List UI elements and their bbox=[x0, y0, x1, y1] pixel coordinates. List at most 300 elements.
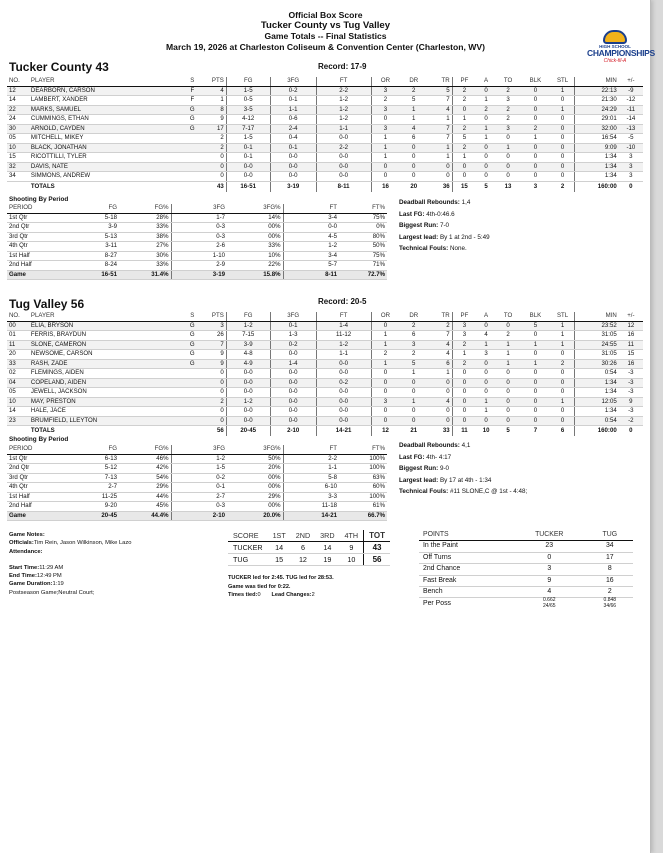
stat-cell: 1-5 bbox=[226, 134, 270, 144]
team2-record: Record: 20-5 bbox=[318, 297, 367, 306]
stat-cell: 0-0 bbox=[270, 388, 316, 398]
half-cell: 2-7 bbox=[171, 492, 227, 502]
stat-cell: 5 bbox=[428, 86, 452, 96]
stat-cell: 0-4 bbox=[270, 134, 316, 144]
column-header: PTS bbox=[202, 312, 226, 321]
column-header: FT bbox=[316, 312, 371, 321]
stat-cell: 0 bbox=[496, 172, 520, 182]
column-header: A bbox=[476, 312, 496, 321]
half-cell: 10% bbox=[227, 251, 283, 261]
stat-cell: 0 bbox=[202, 369, 226, 379]
stat-cell: F bbox=[182, 86, 202, 96]
stat-cell: 8 bbox=[202, 105, 226, 115]
period-header-row bbox=[7, 445, 387, 454]
totals-cell: 7 bbox=[520, 426, 551, 437]
stat-cell: 0 bbox=[551, 153, 575, 163]
stat-cell: 0 bbox=[452, 378, 476, 388]
team1-record: Record: 17-9 bbox=[318, 62, 367, 71]
stat-cell: 1-2 bbox=[316, 105, 371, 115]
player-row bbox=[7, 172, 643, 182]
stat-cell: 1 bbox=[428, 115, 452, 125]
score-cell: 19 bbox=[315, 554, 339, 566]
stat-cell: 9 bbox=[619, 397, 643, 407]
stat-cell: 3 bbox=[476, 350, 496, 360]
column-header: FG% bbox=[119, 445, 171, 454]
totals-row bbox=[7, 426, 643, 437]
stat-cell: 0 bbox=[371, 416, 400, 426]
totals-cell: 160:00 bbox=[575, 181, 619, 192]
per-poss-ratio: 24/65 bbox=[543, 602, 556, 609]
half-cell: 1st Half bbox=[7, 251, 63, 261]
stat-cell: 0-1 bbox=[226, 153, 270, 163]
stat-cell: 1-1 bbox=[316, 124, 371, 134]
column-header: TR bbox=[428, 312, 452, 321]
half-cell: 3-4 bbox=[283, 251, 339, 261]
period-cell: 1-7 bbox=[171, 213, 227, 223]
column-header: A bbox=[476, 77, 496, 86]
stat-cell: 3 bbox=[371, 124, 400, 134]
half-cell: 2nd Half bbox=[7, 502, 63, 512]
stat-cell: 0 bbox=[476, 321, 496, 331]
stat-cell: 4 bbox=[428, 350, 452, 360]
totals-cell: 33 bbox=[428, 426, 452, 437]
period-cell: 60% bbox=[339, 483, 387, 493]
totals-cell: 20-45 bbox=[226, 426, 270, 437]
column-header: STL bbox=[551, 77, 575, 86]
stat-cell: 11 bbox=[619, 340, 643, 350]
stat-cell: 11-12 bbox=[316, 331, 371, 341]
stat-cell: 12 bbox=[619, 321, 643, 331]
stat-cell: 4 bbox=[400, 124, 429, 134]
stat-cell: 1 bbox=[551, 331, 575, 341]
stat-cell: 3 bbox=[496, 124, 520, 134]
period-cell: 2-6 bbox=[171, 242, 227, 252]
stat-cell: 7-17 bbox=[226, 124, 270, 134]
stat-cell: ELIA, BRYSON bbox=[29, 321, 183, 331]
period-row bbox=[7, 464, 387, 474]
stat-cell: G bbox=[182, 350, 202, 360]
period-cell: 1-1 bbox=[283, 464, 339, 474]
stat-cell: LAMBERT, XANDER bbox=[29, 96, 183, 106]
stat-cell: 0 bbox=[476, 143, 496, 153]
stat-cell: 0 bbox=[520, 115, 551, 125]
stat-cell: 1 bbox=[496, 350, 520, 360]
column-header: MIN bbox=[575, 312, 619, 321]
half-cell: 1st Half bbox=[7, 492, 63, 502]
stat-cell: 3 bbox=[400, 340, 429, 350]
stat-cell: -11 bbox=[619, 105, 643, 115]
stat-cell: 12:05 bbox=[575, 397, 619, 407]
stat-cell: 1 bbox=[520, 340, 551, 350]
period-cell: 29% bbox=[119, 483, 171, 493]
stat-cell bbox=[182, 397, 202, 407]
column-header: OR bbox=[371, 312, 400, 321]
stat-cell: G bbox=[182, 115, 202, 125]
stat-cell: 5 bbox=[400, 359, 429, 369]
stat-cell: 0 bbox=[371, 378, 400, 388]
stat-cell: 1-4 bbox=[316, 321, 371, 331]
totals-cell: 2-10 bbox=[270, 426, 316, 437]
column-header: FG bbox=[226, 77, 270, 86]
points-table bbox=[419, 530, 633, 609]
column-header: FG% bbox=[119, 204, 171, 213]
per-poss-ratio: 34/66 bbox=[603, 602, 617, 609]
stat-cell: 0-0 bbox=[226, 369, 270, 379]
stat-cell: 0-1 bbox=[270, 143, 316, 153]
column-header: +/- bbox=[619, 312, 643, 321]
stat-cell: 7 bbox=[428, 124, 452, 134]
player-row bbox=[7, 321, 643, 331]
column-header: PLAYER bbox=[29, 77, 183, 86]
stat-cell: 1 bbox=[452, 115, 476, 125]
stat-cell: 0 bbox=[452, 172, 476, 182]
column-header: TO bbox=[496, 77, 520, 86]
stat-cell: 0 bbox=[551, 96, 575, 106]
stat-cell: 0 bbox=[520, 388, 551, 398]
stat-cell: 4 bbox=[428, 340, 452, 350]
period-cell: 100% bbox=[339, 464, 387, 474]
stat-cell: 0 bbox=[551, 350, 575, 360]
linescore-table bbox=[228, 530, 390, 566]
stat-cell: 4 bbox=[428, 105, 452, 115]
stat-cell: 0 bbox=[400, 416, 429, 426]
score-cell: 9 bbox=[340, 542, 364, 554]
stat-cell: 3 bbox=[202, 321, 226, 331]
stat-cell: 3-5 bbox=[226, 105, 270, 115]
stat-cell: 0-0 bbox=[270, 416, 316, 426]
stat-cell: DEARBORN, CARSON bbox=[29, 86, 183, 96]
stat-cell: 0-0 bbox=[270, 172, 316, 182]
half-cell: 61% bbox=[339, 502, 387, 512]
stat-cell: 0 bbox=[476, 369, 496, 379]
stat-cell: 1-3 bbox=[270, 331, 316, 341]
stat-cell: 0 bbox=[202, 153, 226, 163]
stat-cell: 0-0 bbox=[226, 162, 270, 172]
stat-cell: 0 bbox=[496, 321, 520, 331]
totals-cell: 8-11 bbox=[316, 181, 371, 192]
column-header: PTS bbox=[202, 77, 226, 86]
period-cell: 3-4 bbox=[283, 213, 339, 223]
stat-cell: 0 bbox=[496, 407, 520, 417]
period-cell: 2-7 bbox=[63, 483, 119, 493]
column-header: STL bbox=[551, 312, 575, 321]
score-cell: 14 bbox=[268, 542, 291, 554]
stat-cell: 2 bbox=[520, 124, 551, 134]
stat-cell: 0 bbox=[452, 162, 476, 172]
stat-cell: 0 bbox=[551, 172, 575, 182]
player-row bbox=[7, 96, 643, 106]
stat-cell: 0-0 bbox=[316, 134, 371, 144]
half-cell: 44% bbox=[119, 492, 171, 502]
team1-title: Tucker County 43 bbox=[9, 60, 109, 74]
stat-cell: 0 bbox=[371, 115, 400, 125]
period-cell: 100% bbox=[339, 454, 387, 464]
stat-cell: 9 bbox=[202, 350, 226, 360]
totals-cell: 16-51 bbox=[226, 181, 270, 192]
stat-cell: 1 bbox=[520, 359, 551, 369]
stat-cell: 3 bbox=[619, 172, 643, 182]
stat-cell: 1-1 bbox=[270, 105, 316, 115]
points-cell bbox=[512, 598, 587, 610]
stat-cell: 0 bbox=[452, 407, 476, 417]
half-cell: 9-20 bbox=[63, 502, 119, 512]
totals-cell bbox=[7, 426, 29, 437]
points-cell: 34 bbox=[587, 541, 633, 552]
period-cell: 2nd Qtr bbox=[7, 464, 63, 474]
stat-cell: 0-2 bbox=[270, 86, 316, 96]
period-cell: 00% bbox=[227, 473, 283, 483]
score-cell: TUG bbox=[228, 554, 268, 566]
period-cell: 80% bbox=[339, 232, 387, 242]
player-row bbox=[7, 134, 643, 144]
period-cell: 0-3 bbox=[171, 232, 227, 242]
half-cell: 11-18 bbox=[283, 502, 339, 512]
game-cell: 16-51 bbox=[63, 270, 119, 280]
stat-cell: 1:34 bbox=[575, 162, 619, 172]
game-cell: 8-11 bbox=[283, 270, 339, 280]
stat-cell: 5 bbox=[520, 321, 551, 331]
stat-cell: 12 bbox=[7, 86, 29, 96]
stat-cell: 2 bbox=[452, 143, 476, 153]
column-header: PF bbox=[452, 77, 476, 86]
stat-cell: 0 bbox=[400, 172, 429, 182]
period-cell: 5-8 bbox=[283, 473, 339, 483]
stat-cell: 1 bbox=[428, 143, 452, 153]
stat-cell: 0 bbox=[476, 86, 496, 96]
period-row bbox=[7, 213, 387, 223]
stat-cell: 0-0 bbox=[316, 153, 371, 163]
stat-cell: 3 bbox=[452, 331, 476, 341]
score-cell: TUCKER bbox=[228, 542, 268, 554]
player-row bbox=[7, 416, 643, 426]
stat-cell: 3 bbox=[619, 153, 643, 163]
column-header: 3FG bbox=[270, 77, 316, 86]
stat-cell: 23:52 bbox=[575, 321, 619, 331]
totals-cell: 14-21 bbox=[316, 426, 371, 437]
stat-cell: 7 bbox=[428, 331, 452, 341]
points-cell: 16 bbox=[587, 575, 633, 586]
stat-cell: 0 bbox=[371, 369, 400, 379]
period-row bbox=[7, 232, 387, 242]
lead-info: TUCKER led for 2:45. TUG led for 28:53. Game was tied for 0:22. Times tied:0 Lead Changes:2 bbox=[228, 575, 334, 598]
stat-cell: 1 bbox=[551, 86, 575, 96]
team2-period-table bbox=[7, 445, 387, 521]
stat-cell: 0 bbox=[496, 388, 520, 398]
half-cell: 11-25 bbox=[63, 492, 119, 502]
player-row bbox=[7, 369, 643, 379]
stat-cell: 1 bbox=[400, 105, 429, 115]
period-cell: 1-2 bbox=[283, 242, 339, 252]
stat-cell: 2 bbox=[452, 96, 476, 106]
period-cell: 27% bbox=[119, 242, 171, 252]
stat-cell: 1 bbox=[371, 331, 400, 341]
stat-cell: 2 bbox=[428, 321, 452, 331]
column-header: DR bbox=[400, 77, 429, 86]
points-cell: 17 bbox=[587, 552, 633, 563]
player-row bbox=[7, 124, 643, 134]
stat-cell: 1 bbox=[452, 350, 476, 360]
stat-cell: 2 bbox=[371, 96, 400, 106]
stat-cell: 0-0 bbox=[316, 397, 371, 407]
stat-cell: 6 bbox=[428, 359, 452, 369]
stat-cell: 2 bbox=[400, 350, 429, 360]
team2-box-table bbox=[7, 312, 643, 436]
stat-cell: 24:29 bbox=[575, 105, 619, 115]
basketball-icon bbox=[603, 30, 627, 44]
period-cell: 5-18 bbox=[63, 213, 119, 223]
stat-cell: 0 bbox=[400, 162, 429, 172]
period-cell: 3rd Qtr bbox=[7, 232, 63, 242]
stat-cell: 0-0 bbox=[226, 172, 270, 182]
stat-cell bbox=[182, 407, 202, 417]
period-cell: 3rd Qtr bbox=[7, 473, 63, 483]
stat-cell: 0 bbox=[520, 162, 551, 172]
stat-cell: 0 bbox=[202, 172, 226, 182]
stat-cell: 9 bbox=[202, 359, 226, 369]
team1-box-table bbox=[7, 77, 643, 192]
stat-cell: 32:00 bbox=[575, 124, 619, 134]
stat-cell: 3 bbox=[496, 96, 520, 106]
points-row bbox=[419, 541, 633, 552]
stat-cell: 1 bbox=[520, 134, 551, 144]
box-header-row bbox=[7, 77, 643, 86]
stat-cell: 0-0 bbox=[316, 416, 371, 426]
per-poss-value: 0.662 bbox=[543, 597, 556, 604]
totals-cell: 0 bbox=[619, 181, 643, 192]
stat-cell: 2 bbox=[476, 105, 496, 115]
stat-cell: G bbox=[182, 321, 202, 331]
stat-cell: 2 bbox=[202, 134, 226, 144]
stat-cell: 0-0 bbox=[316, 407, 371, 417]
stat-cell: 0 bbox=[371, 321, 400, 331]
stat-cell: 0 bbox=[371, 407, 400, 417]
championships-logo: HIGH SCHOOL CHAMPIONSHIPS Chick-fil-A bbox=[587, 30, 643, 64]
player-row bbox=[7, 105, 643, 115]
stat-cell: 0 bbox=[202, 388, 226, 398]
stat-cell: 17 bbox=[202, 124, 226, 134]
game-cell: 15.8% bbox=[227, 270, 283, 280]
stat-cell: 1 bbox=[428, 369, 452, 379]
stat-cell: 1:34 bbox=[575, 172, 619, 182]
stat-cell: 1 bbox=[371, 359, 400, 369]
column-header: FG bbox=[63, 204, 119, 213]
stat-cell: 0-0 bbox=[270, 153, 316, 163]
stat-cell: 16:54 bbox=[575, 134, 619, 144]
stat-cell: 0 bbox=[452, 388, 476, 398]
half-cell: 71% bbox=[339, 261, 387, 271]
totals-cell: TOTALS bbox=[29, 426, 183, 437]
points-row bbox=[419, 587, 633, 598]
totals-cell: 21 bbox=[400, 426, 429, 437]
stat-cell: 2 bbox=[496, 115, 520, 125]
stat-cell: 0 bbox=[371, 162, 400, 172]
stat-cell: CUMMINGS, ETHAN bbox=[29, 115, 183, 125]
stat-cell: 1 bbox=[371, 143, 400, 153]
stat-cell: 05 bbox=[7, 388, 29, 398]
period-row bbox=[7, 473, 387, 483]
stat-cell: 1 bbox=[551, 105, 575, 115]
stat-cell: 1 bbox=[496, 340, 520, 350]
stat-cell: 3-9 bbox=[226, 340, 270, 350]
stat-cell: 4-9 bbox=[226, 359, 270, 369]
period-cell: 00% bbox=[227, 483, 283, 493]
stat-cell: 2 bbox=[202, 397, 226, 407]
column-header: TR bbox=[428, 77, 452, 86]
stat-cell: 30 bbox=[7, 124, 29, 134]
stat-cell: FLEMINGS, AIDEN bbox=[29, 369, 183, 379]
stat-cell: 0-0 bbox=[316, 388, 371, 398]
stat-cell: 24 bbox=[7, 115, 29, 125]
stat-cell: 3 bbox=[452, 321, 476, 331]
period-cell: 6-13 bbox=[63, 454, 119, 464]
game-cell: 3-19 bbox=[171, 270, 227, 280]
column-header: S bbox=[182, 77, 202, 86]
stat-cell: 0 bbox=[520, 331, 551, 341]
stat-cell: 0 bbox=[428, 378, 452, 388]
period-cell: 20% bbox=[227, 464, 283, 474]
column-header: POINTS bbox=[419, 530, 512, 541]
stat-cell: 0 bbox=[520, 407, 551, 417]
stat-cell: JEWELL, JACKSON bbox=[29, 388, 183, 398]
game-cell: 44.4% bbox=[119, 511, 171, 521]
score-row bbox=[228, 542, 390, 554]
half-cell: 30% bbox=[119, 251, 171, 261]
stat-cell: SIMMONS, ANDREW bbox=[29, 172, 183, 182]
stat-cell: 2-2 bbox=[316, 143, 371, 153]
period-cell: 5-12 bbox=[63, 464, 119, 474]
stat-cell: 11 bbox=[7, 340, 29, 350]
stat-cell: 14 bbox=[7, 407, 29, 417]
period-row bbox=[7, 483, 387, 493]
column-header: 1ST bbox=[268, 530, 291, 542]
points-cell: 2nd Chance bbox=[419, 564, 512, 575]
stat-cell: 0 bbox=[371, 172, 400, 182]
stat-cell: 0-0 bbox=[316, 369, 371, 379]
totals-cell bbox=[182, 181, 202, 192]
stat-cell: 2 bbox=[551, 359, 575, 369]
stat-cell: -10 bbox=[619, 143, 643, 153]
stat-cell: 30:26 bbox=[575, 359, 619, 369]
stat-cell: 1 bbox=[476, 134, 496, 144]
player-row bbox=[7, 359, 643, 369]
stat-cell: 0 bbox=[520, 105, 551, 115]
period-cell: 75% bbox=[339, 213, 387, 223]
stat-cell: COPELAND, AIDEN bbox=[29, 378, 183, 388]
totals-cell: 36 bbox=[428, 181, 452, 192]
report-title: Official Box Score bbox=[288, 10, 363, 20]
period-cell: 6-10 bbox=[283, 483, 339, 493]
period-cell: 0% bbox=[339, 223, 387, 233]
stat-cell: 0 bbox=[476, 388, 496, 398]
stat-cell: 31:05 bbox=[575, 350, 619, 360]
half-cell: 100% bbox=[339, 492, 387, 502]
stat-cell: F bbox=[182, 96, 202, 106]
stat-cell: 0-0 bbox=[226, 407, 270, 417]
stat-cell: -12 bbox=[619, 96, 643, 106]
stat-cell: 1-2 bbox=[226, 321, 270, 331]
column-header: DR bbox=[400, 312, 429, 321]
per-poss-row bbox=[419, 598, 633, 610]
stat-cell bbox=[182, 416, 202, 426]
period-cell: 2nd Qtr bbox=[7, 223, 63, 233]
totals-cell: 3 bbox=[520, 181, 551, 192]
stat-cell: SLONE, CAMERON bbox=[29, 340, 183, 350]
totals-cell bbox=[7, 181, 29, 192]
period-cell: 1-2 bbox=[171, 454, 227, 464]
stat-cell: 0 bbox=[202, 162, 226, 172]
period-cell: 1-5 bbox=[171, 464, 227, 474]
player-row bbox=[7, 162, 643, 172]
